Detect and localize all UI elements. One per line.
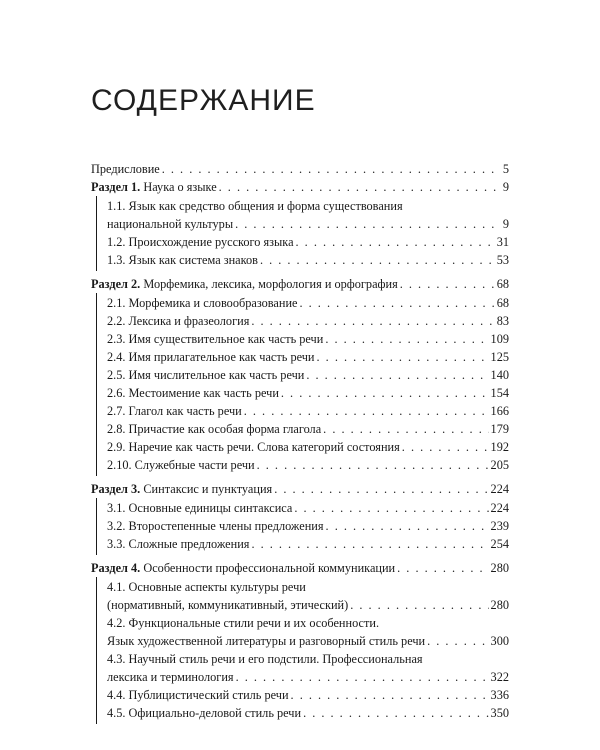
toc-page-number: 300 bbox=[490, 634, 509, 648]
dot-leader bbox=[306, 366, 488, 384]
toc-entry-title: 3.1. Основные единицы синтаксиса bbox=[107, 501, 293, 515]
section-label: Раздел 3. bbox=[91, 482, 141, 496]
toc-entry-title: 2.10. Служебные части речи bbox=[107, 458, 255, 472]
section-title: Синтаксис и пунктуация bbox=[143, 482, 273, 496]
toc-entry-3-2[interactable] bbox=[107, 517, 509, 535]
toc-page-number: 154 bbox=[490, 386, 509, 400]
toc-page-number: 322 bbox=[490, 670, 509, 684]
toc-entry-title: 2.9. Наречие как часть речи. Слова категорий состояния bbox=[107, 440, 400, 454]
toc-entry-title: 2.8. Причастие как особая форма глагола bbox=[107, 422, 322, 436]
toc-page-number: 68 bbox=[496, 296, 509, 310]
dot-leader bbox=[257, 456, 489, 474]
dot-leader bbox=[294, 499, 488, 517]
toc-entry-4-5[interactable] bbox=[107, 704, 509, 724]
section-title: Наука о языке bbox=[143, 180, 217, 194]
toc-entry-title: 2.2. Лексика и фразеология bbox=[107, 314, 250, 328]
toc-entry-2-10[interactable] bbox=[107, 456, 509, 476]
toc-entry-title: Предисловие bbox=[91, 162, 160, 176]
section-1-subsections bbox=[96, 196, 509, 271]
toc-page-number: 166 bbox=[490, 404, 509, 418]
dot-leader bbox=[296, 233, 495, 251]
section-label: Раздел 2. bbox=[91, 277, 141, 291]
dot-leader bbox=[323, 420, 488, 438]
dot-leader bbox=[274, 480, 488, 498]
toc-entry-title: 4.5. Официально-деловой стиль речи bbox=[107, 706, 302, 720]
toc-page-number: 140 bbox=[490, 368, 509, 382]
dot-leader bbox=[162, 160, 501, 178]
toc-page-number: 224 bbox=[490, 501, 509, 515]
toc-entry-title: 2.3. Имя существительное как часть речи bbox=[107, 332, 324, 346]
toc-page-number: 192 bbox=[490, 440, 509, 454]
toc-page-number: 109 bbox=[490, 332, 509, 346]
toc-section-3[interactable] bbox=[91, 480, 509, 498]
toc-entry-2-8[interactable] bbox=[107, 420, 509, 438]
dot-leader bbox=[317, 348, 489, 366]
dot-leader bbox=[400, 275, 495, 293]
dot-leader bbox=[300, 294, 495, 312]
toc-entry-title: 3.2. Второстепенные члены предложения bbox=[107, 519, 324, 533]
dot-leader bbox=[325, 330, 488, 348]
toc-section-2[interactable] bbox=[91, 275, 509, 293]
toc-page-number: 336 bbox=[490, 688, 509, 702]
toc-entry-title: (нормативный, коммуникативный, этический) bbox=[107, 598, 349, 612]
toc-entry-title-line1: 4.2. Функциональные стили речи и их особенности. bbox=[107, 616, 380, 630]
toc-entry-title-line1: 1.1. Язык как средство общения и форма существования bbox=[107, 199, 403, 213]
toc-page-number: 53 bbox=[496, 253, 509, 267]
dot-leader bbox=[251, 312, 494, 330]
dot-leader bbox=[350, 596, 488, 614]
toc-page-number: 5 bbox=[502, 162, 509, 176]
section-title: Морфемика, лексика, морфология и орфография bbox=[143, 277, 398, 291]
toc-entry-title: 2.1. Морфемика и словообразование bbox=[107, 296, 298, 310]
toc-entry-title-line1: 4.3. Научный стиль речи и его подстили. Профессиональная bbox=[107, 652, 423, 666]
toc-page-number: 280 bbox=[490, 598, 509, 612]
dot-leader bbox=[397, 559, 488, 577]
dot-leader bbox=[260, 251, 495, 269]
section-3-subsections bbox=[96, 498, 509, 555]
toc-entry-title: 4.4. Публицистический стиль речи bbox=[107, 688, 289, 702]
dot-leader bbox=[251, 535, 488, 553]
toc-entry-title: 2.6. Местоимение как часть речи bbox=[107, 386, 279, 400]
toc-page-number: 239 bbox=[490, 519, 509, 533]
page-title: СОДЕРЖАНИЕ bbox=[91, 84, 316, 117]
toc-entry-preface[interactable] bbox=[91, 160, 509, 178]
dot-leader bbox=[219, 178, 501, 196]
toc-entry-1-3[interactable] bbox=[107, 251, 509, 271]
toc-entry-title: 1.3. Язык как система знаков bbox=[107, 253, 258, 267]
toc-entry-4-3[interactable] bbox=[107, 650, 509, 686]
toc-entry-2-4[interactable] bbox=[107, 348, 509, 366]
dot-leader bbox=[235, 215, 501, 233]
toc-page-number: 31 bbox=[496, 235, 509, 249]
toc-page-number: 68 bbox=[496, 277, 509, 291]
toc-page-number: 83 bbox=[496, 314, 509, 328]
dot-leader bbox=[291, 686, 489, 704]
toc-entry-2-9[interactable] bbox=[107, 438, 509, 456]
toc-page-number: 125 bbox=[490, 350, 509, 364]
toc-entry-title: 2.4. Имя прилагательное как часть речи bbox=[107, 350, 315, 364]
toc-entry-title: 2.5. Имя числительное как часть речи bbox=[107, 368, 305, 382]
toc-page-number: 350 bbox=[490, 706, 509, 720]
dot-leader bbox=[303, 704, 488, 722]
toc-entry-title: национальной культуры bbox=[107, 217, 234, 231]
toc-entry-2-7[interactable] bbox=[107, 402, 509, 420]
section-4-subsections bbox=[96, 577, 509, 724]
toc-entry-4-4[interactable] bbox=[107, 686, 509, 704]
toc-page-number: 254 bbox=[490, 537, 509, 551]
toc-entry-title-line1: 4.1. Основные аспекты культуры речи bbox=[107, 580, 306, 594]
toc-page-number: 280 bbox=[490, 561, 509, 575]
toc-entry-2-5[interactable] bbox=[107, 366, 509, 384]
toc-entry-2-6[interactable] bbox=[107, 384, 509, 402]
section-title: Особенности профессиональной коммуникации bbox=[143, 561, 396, 575]
toc-entry-1-1[interactable] bbox=[107, 196, 509, 233]
toc-entry-title: Язык художественной литературы и разговорный стиль речи bbox=[107, 634, 426, 648]
toc-entry-title: лексика и терминология bbox=[107, 670, 234, 684]
toc-section-1[interactable] bbox=[91, 178, 509, 196]
toc-entry-4-2[interactable] bbox=[107, 614, 509, 650]
toc-page-number: 9 bbox=[502, 180, 509, 194]
toc-entry-title: 3.3. Сложные предложения bbox=[107, 537, 250, 551]
toc-entry-3-3[interactable] bbox=[107, 535, 509, 555]
section-2-subsections bbox=[96, 293, 509, 476]
toc-entry-4-1[interactable] bbox=[107, 577, 509, 614]
toc-entry-2-3[interactable] bbox=[107, 330, 509, 348]
dot-leader bbox=[427, 632, 488, 650]
toc-entry-3-1[interactable] bbox=[107, 498, 509, 517]
toc-entry-2-1[interactable] bbox=[107, 293, 509, 312]
dot-leader bbox=[244, 402, 489, 420]
dot-leader bbox=[402, 438, 489, 456]
dot-leader bbox=[326, 517, 489, 535]
section-label: Раздел 4. bbox=[91, 561, 141, 575]
toc-page-number: 224 bbox=[490, 482, 509, 496]
dot-leader bbox=[281, 384, 489, 402]
table-of-contents bbox=[91, 160, 509, 724]
toc-section-4[interactable] bbox=[91, 559, 509, 577]
toc-entry-1-2[interactable] bbox=[107, 233, 509, 251]
section-label: Раздел 1. bbox=[91, 180, 141, 194]
toc-page-number: 205 bbox=[490, 458, 509, 472]
toc-entry-title: 1.2. Происхождение русского языка bbox=[107, 235, 294, 249]
toc-entry-title: 2.7. Глагол как часть речи bbox=[107, 404, 242, 418]
toc-entry-2-2[interactable] bbox=[107, 312, 509, 330]
dot-leader bbox=[236, 668, 489, 686]
toc-page-number: 179 bbox=[490, 422, 509, 436]
toc-page-number: 9 bbox=[502, 217, 509, 231]
